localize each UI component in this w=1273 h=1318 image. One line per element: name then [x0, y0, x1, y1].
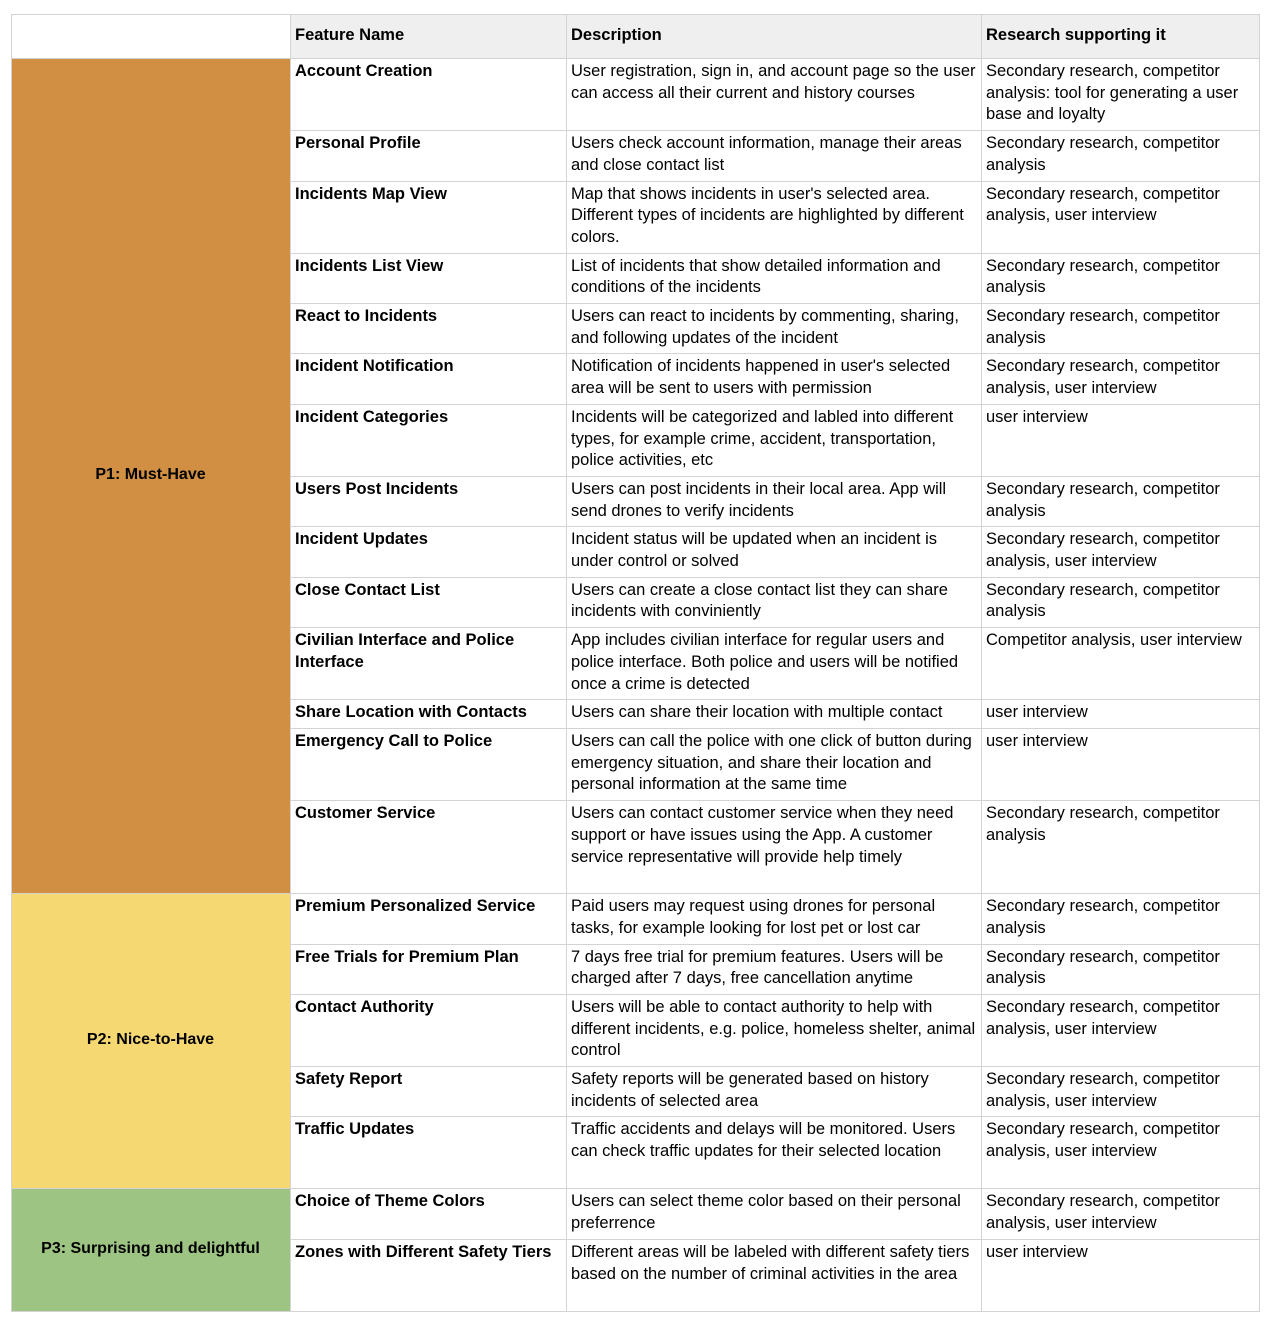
feature-name-cell: Free Trials for Premium Plan [291, 944, 567, 994]
feature-name-cell: Premium Personalized Service [291, 894, 567, 944]
priority-group-label: P1: Must-Have [12, 59, 291, 894]
description-cell: Users can contact customer service when they need support or have issues using the App. A customer service representative will provide help timely [567, 801, 982, 894]
description-cell: List of incidents that show detailed information and conditions of the incidents [567, 253, 982, 303]
description-cell: Users can share their location with multiple contact [567, 700, 982, 729]
research-cell: Secondary research, competitor analysis, user interview [982, 1117, 1260, 1189]
priority-group-label: P3: Surprising and delightful [12, 1189, 291, 1311]
feature-name-cell: Personal Profile [291, 131, 567, 181]
feature-name-cell: Incident Notification [291, 354, 567, 404]
header-description: Description [567, 15, 982, 59]
feature-name-cell: Share Location with Contacts [291, 700, 567, 729]
feature-name-cell: Incident Updates [291, 527, 567, 577]
research-cell: Secondary research, competitor analysis [982, 944, 1260, 994]
table-row [12, 1189, 1260, 1239]
description-cell: Users can select theme color based on their personal preferrence [567, 1189, 982, 1239]
feature-name-cell: Safety Report [291, 1067, 567, 1117]
header-research: Research supporting it [982, 15, 1260, 59]
description-cell: Incidents will be categorized and labled into different types, for example crime, accident, transportation, police activities, etc [567, 404, 982, 476]
description-cell: User registration, sign in, and account page so the user can access all their current and history courses [567, 59, 982, 131]
research-cell: Secondary research, competitor analysis, user interview [982, 527, 1260, 577]
description-cell: Users can create a close contact list they can share incidents with conviniently [567, 577, 982, 627]
feature-name-cell: Customer Service [291, 801, 567, 894]
research-cell: Secondary research, competitor analysis [982, 894, 1260, 944]
description-cell: Users check account information, manage their areas and close contact list [567, 131, 982, 181]
description-cell: Traffic accidents and delays will be monitored. Users can check traffic updates for their selected location [567, 1117, 982, 1189]
research-cell: Secondary research, competitor analysis, user interview [982, 354, 1260, 404]
description-cell: Notification of incidents happened in user's selected area will be sent to users with permission [567, 354, 982, 404]
description-cell: Paid users may request using drones for personal tasks, for example looking for lost pet or lost car [567, 894, 982, 944]
description-cell: Incident status will be updated when an incident is under control or solved [567, 527, 982, 577]
research-cell: Competitor analysis, user interview [982, 628, 1260, 700]
priority-group-label: P2: Nice-to-Have [12, 894, 291, 1189]
research-cell: Secondary research, competitor analysis, user interview [982, 181, 1260, 253]
feature-name-cell: Contact Authority [291, 994, 567, 1066]
table-row [12, 59, 1260, 131]
research-cell: Secondary research, competitor analysis, user interview [982, 994, 1260, 1066]
research-cell: Secondary research, competitor analysis [982, 577, 1260, 627]
header-row [12, 15, 1260, 59]
feature-name-cell: Incidents List View [291, 253, 567, 303]
description-cell: Users can call the police with one click of button during emergency situation, and share their location and personal information at the same time [567, 728, 982, 800]
description-cell: App includes civilian interface for regular users and police interface. Both police and users will be notified once a crime is detected [567, 628, 982, 700]
table-row [12, 894, 1260, 944]
description-cell: Users can post incidents in their local area. App will send drones to verify incidents [567, 476, 982, 526]
research-cell: user interview [982, 1239, 1260, 1311]
research-cell: Secondary research, competitor analysis: tool for generating a user base and loyalty [982, 59, 1260, 131]
research-cell: Secondary research, competitor analysis [982, 304, 1260, 354]
feature-name-cell: Users Post Incidents [291, 476, 567, 526]
header-feature-name: Feature Name [291, 15, 567, 59]
description-cell: Map that shows incidents in user's selected area. Different types of incidents are highlighted by different colors. [567, 181, 982, 253]
feature-name-cell: Close Contact List [291, 577, 567, 627]
feature-priority-table [11, 14, 1260, 1312]
feature-name-cell: React to Incidents [291, 304, 567, 354]
feature-name-cell: Zones with Different Safety Tiers [291, 1239, 567, 1311]
research-cell: Secondary research, competitor analysis [982, 801, 1260, 894]
description-cell: Users can react to incidents by commenting, sharing, and following updates of the incident [567, 304, 982, 354]
description-cell: Safety reports will be generated based on history incidents of selected area [567, 1067, 982, 1117]
header-corner-cell [12, 15, 291, 59]
research-cell: Secondary research, competitor analysis [982, 253, 1260, 303]
research-cell: user interview [982, 404, 1260, 476]
feature-name-cell: Traffic Updates [291, 1117, 567, 1189]
description-cell: Users will be able to contact authority to help with different incidents, e.g. police, homeless shelter, animal control [567, 994, 982, 1066]
research-cell: Secondary research, competitor analysis, user interview [982, 1189, 1260, 1239]
feature-name-cell: Account Creation [291, 59, 567, 131]
research-cell: user interview [982, 728, 1260, 800]
research-cell: user interview [982, 700, 1260, 729]
research-cell: Secondary research, competitor analysis [982, 131, 1260, 181]
feature-name-cell: Incident Categories [291, 404, 567, 476]
feature-name-cell: Choice of Theme Colors [291, 1189, 567, 1239]
description-cell: Different areas will be labeled with different safety tiers based on the number of criminal activities in the area [567, 1239, 982, 1311]
feature-name-cell: Emergency Call to Police [291, 728, 567, 800]
research-cell: Secondary research, competitor analysis, user interview [982, 1067, 1260, 1117]
description-cell: 7 days free trial for premium features. Users will be charged after 7 days, free cancellation anytime [567, 944, 982, 994]
research-cell: Secondary research, competitor analysis [982, 476, 1260, 526]
feature-name-cell: Civilian Interface and Police Interface [291, 628, 567, 700]
table-body [12, 59, 1260, 1312]
feature-name-cell: Incidents Map View [291, 181, 567, 253]
